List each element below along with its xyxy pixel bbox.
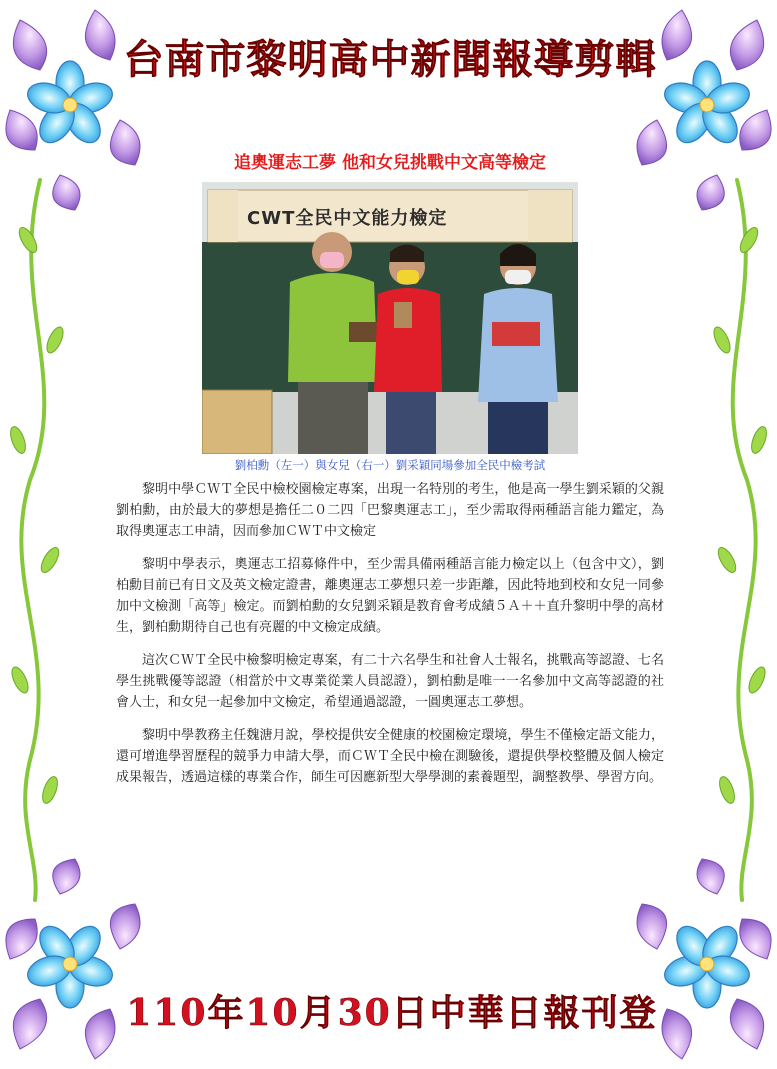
page-title: 台南市黎明高中新聞報導剪輯 — [123, 36, 657, 83]
article-photo — [202, 182, 578, 454]
photo-caption: 劉柏勳（左一）與女兒（右一）劉采穎同場參加全民中檢考試 — [234, 458, 546, 472]
article-paragraph: 黎明中學教務主任魏溏月說，學校提供安全健康的校園檢定環境，學生不僅檢定語文能力，還可增進學習歷程的競爭力申請大學，而ＣＷＴ全民中檢在測驗後，還提供學校整體及個人檢定成果報告，透過這樣的專業合作，師生可因應新型大學學測的素養題型，調整教學、學習方向。 — [116, 728, 664, 785]
article-headline: 追奧運志工夢 他和女兒挑戰中文高等檢定 — [234, 153, 546, 173]
article-paragraph: 黎明中學ＣＷＴ全民中檢校園檢定專案，出現一名特別的考生，他是高一學生劉采穎的父親劉柏勳，由於最大的夢想是擔任二０二四「巴黎奧運志工」，至少需取得兩種語言能力鑑定，為取得奧運志工申請，因而參加ＣＷＴ中文檢定 — [116, 482, 664, 539]
photo-banner-text: CWT全民中文能力檢定 — [247, 208, 448, 229]
article-paragraph: 這次ＣＷＴ全民中檢黎明檢定專案，有二十六名學生和社會人士報名，挑戰高等認證、七名學生挑戰優等認證（相當於中文專業從業人員認證），劉柏勳是唯一一名參加中文高等認證的社會人士，和女兒一起參加中文檢定，希望通過認證，一圓奧運志工夢想。 — [116, 653, 664, 710]
publication-date: 110年10月30日中華日報刊登 — [126, 992, 658, 1034]
article-paragraph: 黎明中學表示，奧運志工招募條件中，至少需具備兩種語言能力檢定以上（包含中文），劉柏勳目前已有日文及英文檢定證書，離奧運志工夢想只差一步距離，因此特地到校和女兒一同參加中文檢測「高等」檢定。而劉柏勳的女兒劉采穎是教育會考成績５Ａ＋＋直升黎明中學的高材生，劉柏勳期待自己也有亮麗的中文檢定成績。 — [116, 557, 664, 635]
article-body — [116, 479, 664, 800]
